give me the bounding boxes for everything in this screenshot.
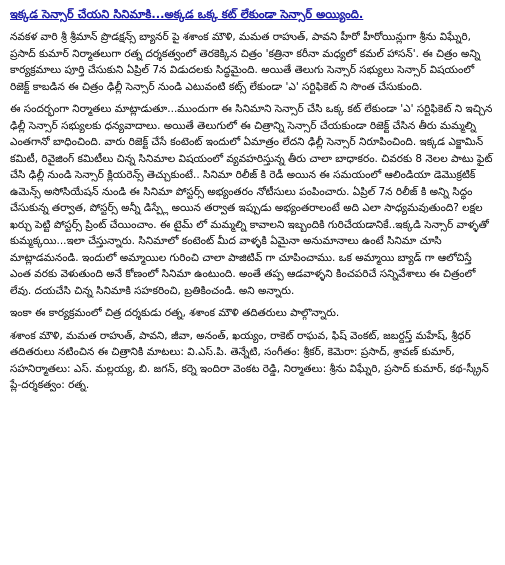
article-paragraph-credits: శశాంక మౌళి, మమత రాహుత్, పావని, జీవా, అనంత్, ఖయ్యం, రాకెట్ రాఘవ, ఫిష్ వెంకట్, జబర్దస్త్ మహేష్, శ్రీధర్ తదితరులు నటించిన ఈ చిత్రానికి మాటలు: వి.ఎస్.పి. తెన్నేటి, సంగీతం: శ్రీకర్, కెమెరా: ప్రసాద్, శ్రావణ్ కుమార్, సహనిర్మాతలు: ఎస్. మల్లయ్య, బి. జగన్, కర్నె ఇందిరా వెంకట రెడ్డి, నిర్మాతలు: శ్రీను విఘ్నేరి, ప్రసాద్ కుమార్, కథ-స్క్రీన్ ప్లే-దర్శకత్వం: రత్న.: [10, 329, 489, 391]
article-headline: ఇక్కడ సెన్సార్ చేయని సినిమాకి...అక్కడ ఒక్క కట్ లేకుండా సెన్సార్ అయ్యింది.: [10, 7, 364, 21]
article-paragraph-producers-statement: ఈ సందర్భంగా నిర్మాతలు మాట్లాడుతూ...ముందుగా ఈ సినిమాని సెన్సార్ చేసి ఒక్క కట్ లేకుండా 'ఎ' సర్టిఫికెట్ ని ఇచ్చిన ఢిల్లీ సెన్సార్ సభ్యులకు ధన్యవాదాలు. అయితే తెలుగులో ఈ చిత్రాన్ని సెన్సార్ చేయకుండా రిజెక్ట్ చేసిన తీరు మమ్మల్ని ఎంతగానో బాధించింది. వారు రిజెక్ట్ చేసే కంటెంట్ ఇందులో ఏమాత్రం లేదని ఢిల్లీ సెన్సార్ నిరూపించింది. ఇక్కడ ఎక్జామిన్ కమిటీ, రివైజింగ్ కమిటీలు చిన్న సినిమాల విషయంలో వ్యవహరిస్తున్న తీరు చాలా బాధాకరం. చివరకు 8 నెలల పాటు ఫైట్ చేసి ఢిల్లీ నుండి సెన్సార్ క్లియరెన్స్ తెచ్చుకుంటే.. సినిమా రిలీజ్ కి రెడీ అయిన ఈ సమయంలో ఆలిండియా డెమొక్రటిక్ ఉమెన్స్ అసోసియేషన్ నుండి ఈ సినిమా పోస్టర్స్ అభ్యంతరం నోటీసులు పంపించారు. ఏప్రిల్ 7న రిలీజ్ కి అన్ని సిద్ధం చేసుకున్న తర్వాత, పోస్టర్స్ అన్నీ డిస్ప్లే అయిన తర్వాత ఇప్పుడు అభ్యంతరాలంటే అది ఎలా సాధ్యమవుతుంది? లక్షల ఖర్చు పెట్టి పోస్టర్స్ ప్రింట్ చేయించాం. ఈ టైమ్ లో మమ్మల్ని కావాలని ఇబ్బందికి గురిచేయడానికే..ఇక్కడి సెన్సార్ వాళ్ళతో కుమ్మక్కయి...ఇలా చేస్తున్నారు. సినిమాలో కంటెంట్ మీద వాళ్ళకి ఏమైనా అనుమానాలు ఉంటే సినిమా చూసి మాట్లాడమనండి. ఇందులో అమ్మాయిల గురించి చాలా పాజిటివ్ గా చూపించాము. ఒక అమ్మాయి బ్యాడ్ గా ఆలోచిస్తే ఎంత వరకు వెళుతుంది అనే కోణంలో సినిమా ఉంటుంది. అంతే తప్ప ఆడవాళ్ళని కించపరిచే సన్నివేశాలు ఈ చిత్రంలో లేవు. దయచేసి చిన్న సినిమాకి సహకరించి, బ్రతికించండి. అని అన్నారు.: [10, 103, 493, 297]
article-paragraph-attendees: ఇంకా ఈ కార్యక్రమంలో చిత్ర దర్శకుడు రత్న, శశాంక మౌళి తదితరులు పాల్గొన్నారు.: [10, 307, 340, 319]
article-paragraph-intro: నవకళ వారి శ్రీ శ్రీమాన్ ప్రొడక్షన్స్ బ్యానర్ పై శశాంక మౌళి, మమత రాహుత్, పావని హీరో హీరోయిన్లుగా శ్రీను విఘ్నేరి, ప్రసాద్ కుమార్ నిర్మాతలుగా రత్న దర్శకత్వంలో తెరకెక్కిన చిత్రం 'కత్రినా కరీనా మధ్యలో కమల్ హాసన్'. ఈ చిత్రం అన్ని కార్యక్రమాలు పూర్తి చేసుకుని ఏప్రిల్ 7న విడుదలకు సిద్ధమైంది. అయితే తెలుగు సెన్సార్ సభ్యులు సెన్సార్ విషయంలో రిజెక్ట్ కాబడిన ఈ చిత్రం ఢిల్లీ సెన్సార్ నుండి ఎటువంటి కట్స్ లేకుండా 'ఎ' సర్టిఫికెట్ ని సొంత చేసుకుంది.: [10, 31, 481, 93]
